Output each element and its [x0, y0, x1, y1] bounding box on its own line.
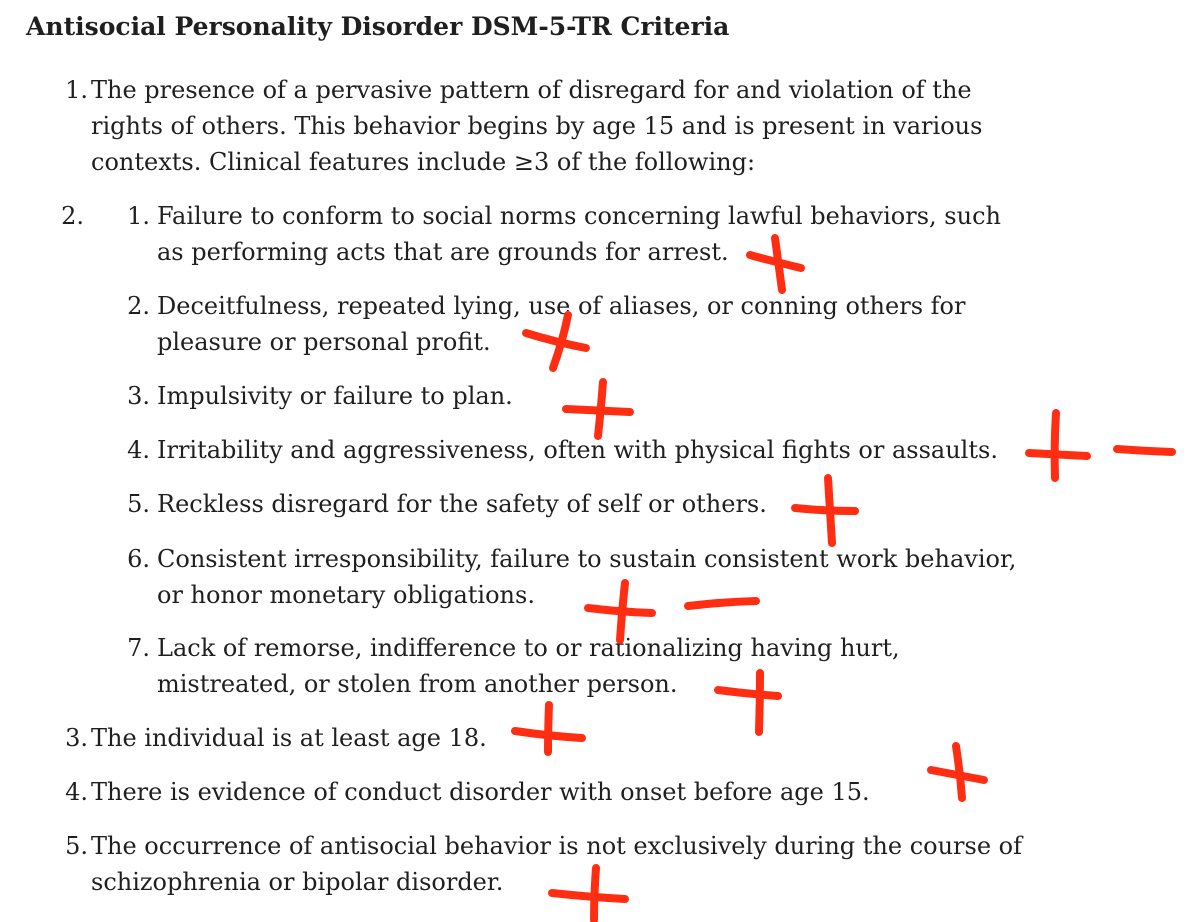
- plus-mark: [566, 382, 630, 436]
- sub-criterion-text-line: Impulsivity or failure to plan.: [157, 382, 513, 410]
- criterion-text-line: rights of others. This behavior begins by age 15 and is present in various: [91, 112, 983, 140]
- document-title: Antisocial Personality Disorder DSM-5-TR Criteria: [26, 12, 730, 41]
- criterion-text-line: schizophrenia or bipolar disorder.: [91, 868, 504, 896]
- criterion-number: 4.: [65, 778, 88, 806]
- plus-mark: [931, 746, 984, 798]
- criterion-text-line: There is evidence of conduct disorder with onset before age 15.: [91, 778, 870, 806]
- sub-criterion-number: 5.: [127, 490, 150, 518]
- criterion-number: 1.: [65, 76, 88, 104]
- sub-criterion-text-line: as performing acts that are grounds for arrest.: [157, 238, 729, 266]
- sub-criterion-text-line: or honor monetary obligations.: [157, 581, 535, 609]
- criterion-text-line: The occurrence of antisocial behavior is not exclusively during the course of: [91, 832, 1023, 860]
- plus-mark: [750, 238, 801, 290]
- criterion-text-line: The individual is at least age 18.: [91, 724, 487, 752]
- criterion-number: 2.: [61, 202, 84, 230]
- plus-mark: [795, 478, 855, 543]
- sub-criterion-number: 7.: [127, 634, 150, 662]
- sub-criterion-number: 3.: [127, 382, 150, 410]
- plus-mark: [1029, 413, 1087, 478]
- minus-mark: [1117, 449, 1172, 452]
- sub-criterion-text-line: Failure to conform to social norms concerning lawful behaviors, such: [157, 202, 1001, 230]
- sub-criterion-number: 4.: [127, 436, 150, 464]
- criterion-number: 5.: [65, 832, 88, 860]
- sub-criterion-number: 2.: [127, 292, 150, 320]
- criterion-number: 3.: [65, 724, 88, 752]
- plus-mark: [552, 868, 625, 920]
- sub-criterion-text-line: Deceitfulness, repeated lying, use of aliases, or conning others for: [157, 292, 966, 320]
- sub-criterion-text-line: pleasure or personal profit.: [157, 328, 491, 356]
- sub-criterion-text-line: Irritability and aggressiveness, often with physical fights or assaults.: [157, 436, 998, 464]
- sub-criterion-text-line: Lack of remorse, indifference to or rationalizing having hurt,: [157, 634, 900, 662]
- criterion-text-line: contexts. Clinical features include ≥3 of the following:: [91, 148, 756, 176]
- sub-criterion-text-line: mistreated, or stolen from another person.: [157, 670, 678, 698]
- plus-mark: [718, 673, 778, 732]
- plus-mark: [515, 705, 582, 752]
- sub-criterion-text-line: Reckless disregard for the safety of self or others.: [157, 490, 767, 518]
- criterion-text-line: The presence of a pervasive pattern of disregard for and violation of the: [91, 76, 972, 104]
- sub-criterion-text-line: Consistent irresponsibility, failure to sustain consistent work behavior,: [157, 545, 1017, 573]
- minus-mark: [688, 601, 756, 606]
- sub-criterion-number: 1.: [127, 202, 150, 230]
- sub-criterion-number: 6.: [127, 545, 150, 573]
